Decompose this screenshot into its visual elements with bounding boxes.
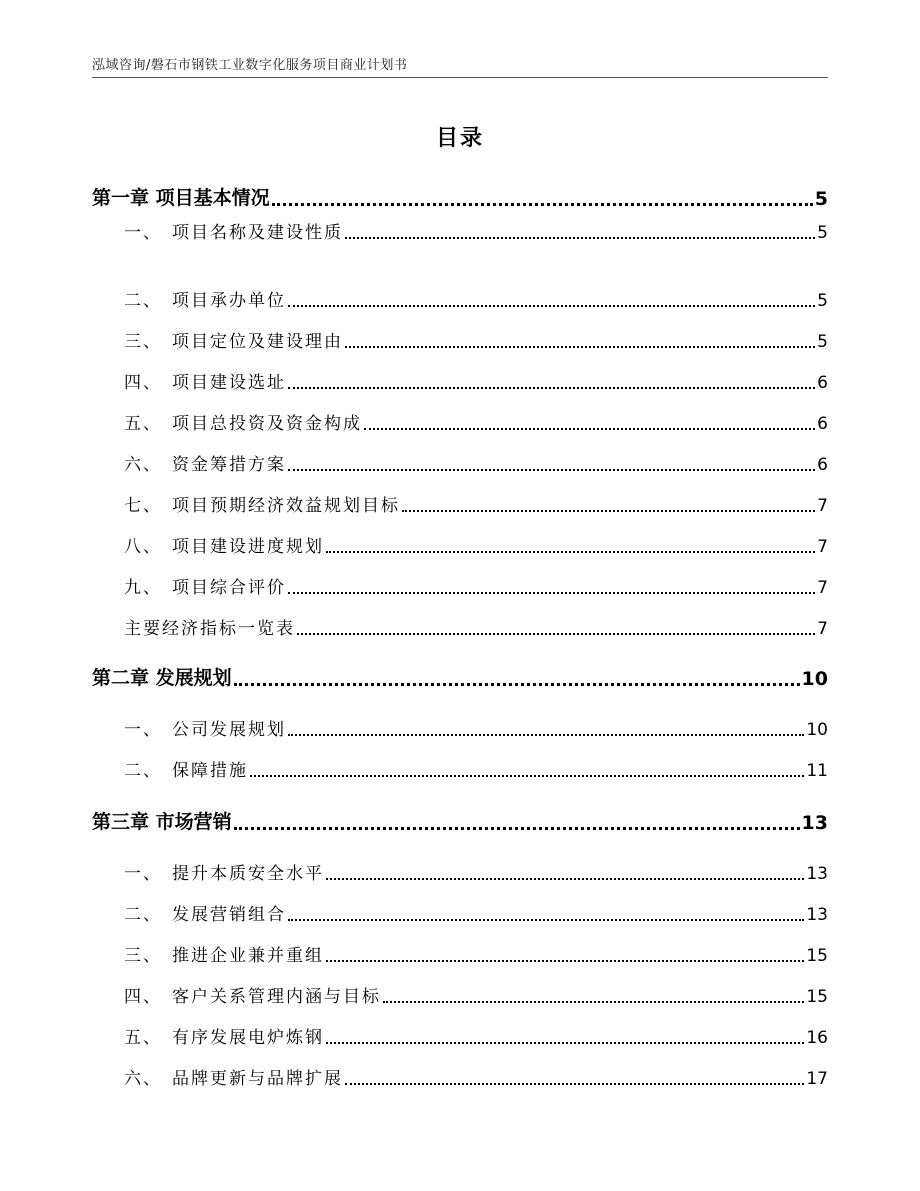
toc-dot-leader <box>345 332 815 348</box>
toc-entry-number: 九、 <box>124 578 162 598</box>
toc-entry[interactable] <box>0 410 920 434</box>
toc-dot-leader <box>383 987 804 1003</box>
page-title: 目录 <box>435 126 484 151</box>
toc-entry-number: 三、 <box>124 946 162 966</box>
toc-entry-text: 项目定位及建设理由 <box>172 332 343 352</box>
toc-page-number: 6 <box>817 414 828 434</box>
toc-dot-leader <box>288 578 815 594</box>
toc-page-number: 17 <box>806 1069 828 1089</box>
toc-entry-number: 一、 <box>124 864 162 884</box>
toc-entry[interactable] <box>0 328 920 352</box>
toc-entry[interactable] <box>0 757 920 781</box>
toc-entry[interactable] <box>0 451 920 475</box>
toc-page-number: 6 <box>817 455 828 475</box>
toc-dot-leader <box>234 813 800 830</box>
toc-entry-text: 有序发展电炉炼钢 <box>172 1028 324 1048</box>
toc-entry-label <box>124 859 324 884</box>
toc-entry-text: 项目综合评价 <box>172 578 286 598</box>
toc-entry-number: 八、 <box>124 537 162 557</box>
toc-entry-number: 二、 <box>124 761 162 781</box>
toc-entry-number: 一、 <box>124 223 162 243</box>
toc-entry[interactable] <box>0 983 920 1007</box>
toc-entry-text: 保障措施 <box>172 761 248 781</box>
toc-dot-leader <box>288 905 804 921</box>
toc-entry[interactable] <box>0 860 920 884</box>
toc-dot-leader <box>326 946 804 962</box>
toc-entry-label <box>124 982 381 1007</box>
toc-page-number: 7 <box>817 537 828 557</box>
toc-entry[interactable] <box>0 574 920 598</box>
toc-entry-label: 主要经济指标一览表 <box>124 619 295 639</box>
toc-dot-leader <box>402 496 815 512</box>
toc-page-number: 7 <box>817 619 828 639</box>
toc-chapter-label: 第三章 市场营销 <box>92 811 232 833</box>
toc-entry-text: 项目预期经济效益规划目标 <box>172 496 400 516</box>
toc-entry-number: 六、 <box>124 455 162 475</box>
toc-entry-text: 公司发展规划 <box>172 720 286 740</box>
toc-entry[interactable] <box>0 533 920 557</box>
toc-page-number: 15 <box>806 946 828 966</box>
toc-dot-leader <box>345 1069 804 1085</box>
toc-dot-leader <box>345 223 815 239</box>
toc-entry[interactable] <box>0 1024 920 1048</box>
toc-entry-label <box>124 218 343 243</box>
toc-entry[interactable] <box>0 287 920 311</box>
toc-entry-label <box>124 532 324 557</box>
toc-entry-text: 项目承办单位 <box>172 291 286 311</box>
toc-dot-leader <box>234 669 800 686</box>
toc-dot-leader <box>326 537 815 553</box>
toc-entry[interactable] <box>0 492 920 516</box>
running-header: 泓域咨询/磐石市钢铁工业数字化服务项目商业计划书 <box>92 58 408 73</box>
toc-page-number: 13 <box>801 812 828 834</box>
toc-entry-text: 客户关系管理内涵与目标 <box>172 987 381 1007</box>
toc-entry-label <box>124 450 286 475</box>
toc-page-number: 15 <box>806 987 828 1007</box>
toc-entry-number: 五、 <box>124 1028 162 1048</box>
toc-entry-text: 品牌更新与品牌扩展 <box>172 1069 343 1089</box>
toc-entry-label <box>124 573 286 598</box>
toc-page-number: 11 <box>806 761 828 781</box>
toc-entry-number: 四、 <box>124 987 162 1007</box>
toc-page-number: 5 <box>817 223 828 243</box>
toc-entry[interactable] <box>0 901 920 925</box>
toc-entry-text: 项目名称及建设性质 <box>172 223 343 243</box>
toc-entry-label <box>124 1064 343 1089</box>
toc-dot-leader <box>288 720 804 736</box>
toc-page-number: 16 <box>806 1028 828 1048</box>
toc-entry-label <box>124 941 324 966</box>
toc-page-number: 5 <box>814 188 828 210</box>
toc-dot-leader <box>364 414 815 430</box>
toc-entry-number: 五、 <box>124 414 162 434</box>
toc-page-number: 10 <box>801 668 828 690</box>
toc-entry-label <box>124 409 362 434</box>
toc-entry-number: 四、 <box>124 373 162 393</box>
toc-entry-label <box>124 368 286 393</box>
toc-entry-label <box>124 715 286 740</box>
toc-entry-text: 资金筹措方案 <box>172 455 286 475</box>
toc-page-number: 7 <box>817 578 828 598</box>
toc-page-number: 5 <box>817 291 828 311</box>
toc-page-number: 5 <box>817 332 828 352</box>
toc-chapter-label: 第一章 项目基本情况 <box>92 187 270 209</box>
toc-entry-text: 推进企业兼并重组 <box>172 946 324 966</box>
toc-entry-text: 发展营销组合 <box>172 905 286 925</box>
toc-page-number: 6 <box>817 373 828 393</box>
toc-chapter[interactable] <box>0 184 920 210</box>
toc-entry-label <box>124 900 286 925</box>
toc-page-number: 13 <box>806 864 828 884</box>
toc-page-number: 10 <box>806 720 828 740</box>
toc-dot-leader <box>297 619 815 635</box>
toc-entry-label <box>124 1023 324 1048</box>
toc-entry[interactable] <box>0 369 920 393</box>
toc-dot-leader <box>288 455 815 471</box>
toc-entry-number: 二、 <box>124 905 162 925</box>
toc-dot-leader <box>326 1028 804 1044</box>
toc-entry-text: 项目建设进度规划 <box>172 537 324 557</box>
toc-entry[interactable] <box>0 615 920 639</box>
toc-entry-label <box>124 286 286 311</box>
toc-entry[interactable] <box>0 219 920 243</box>
toc-chapter[interactable] <box>0 808 920 834</box>
toc-dot-leader <box>326 864 804 880</box>
toc-entry-label <box>124 327 343 352</box>
toc-dot-leader <box>288 373 815 389</box>
toc-entry[interactable] <box>0 1065 920 1089</box>
toc-entry-number: 三、 <box>124 332 162 352</box>
toc-entry-number: 二、 <box>124 291 162 311</box>
toc-entry-label <box>124 756 248 781</box>
toc-dot-leader <box>250 761 804 777</box>
toc-entry-number: 七、 <box>124 496 162 516</box>
toc-entry-label <box>124 491 400 516</box>
toc-entry[interactable] <box>0 942 920 966</box>
toc-page-number: 7 <box>817 496 828 516</box>
toc-entry-number: 一、 <box>124 720 162 740</box>
toc-dot-leader <box>288 291 815 307</box>
toc-chapter[interactable] <box>0 664 920 690</box>
toc-entry-text: 提升本质安全水平 <box>172 864 324 884</box>
toc-entry-text: 项目总投资及资金构成 <box>172 414 362 434</box>
toc-page-number: 13 <box>806 905 828 925</box>
toc-dot-leader <box>272 189 813 206</box>
toc-chapter-label: 第二章 发展规划 <box>92 667 232 689</box>
toc-entry[interactable] <box>0 716 920 740</box>
toc-entry-number: 六、 <box>124 1069 162 1089</box>
toc-entry-text: 项目建设选址 <box>172 373 286 393</box>
